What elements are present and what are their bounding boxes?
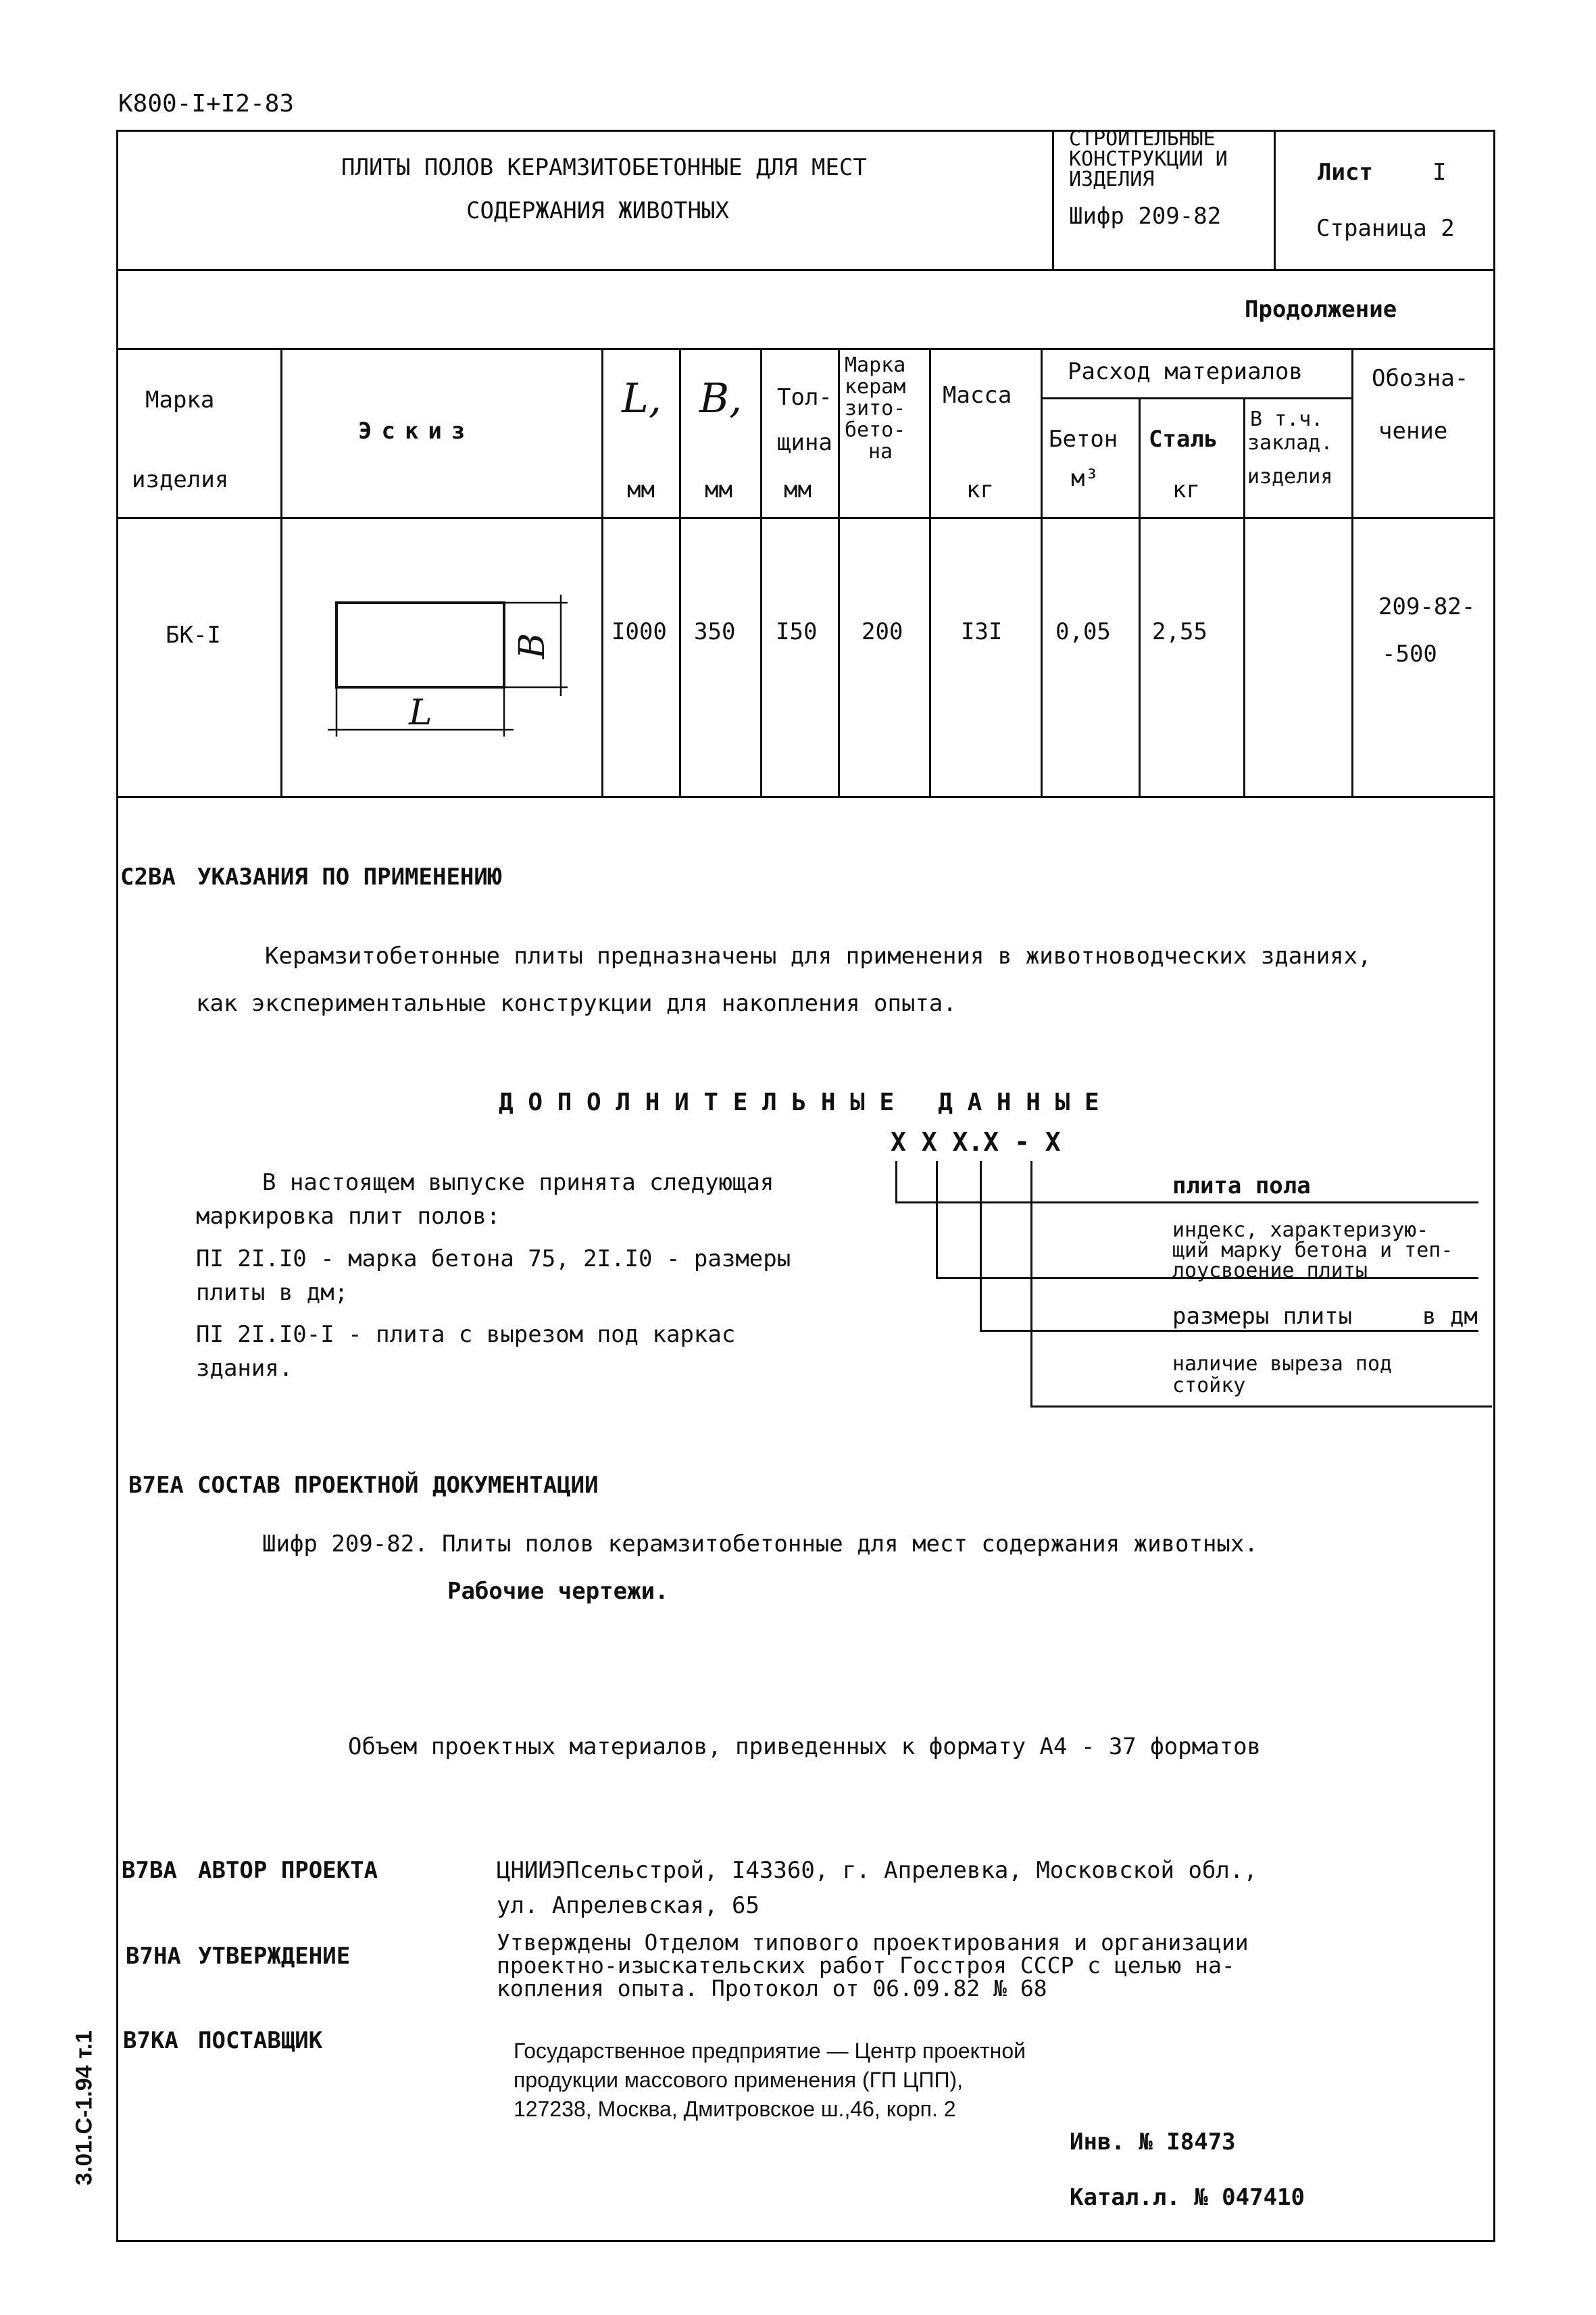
table-bottom [116,796,1495,798]
frame-left [116,130,118,2241]
hdr-l-unit: мм [627,476,655,503]
approval-code: В7НА [126,1943,181,1970]
row-mass: I3I [961,618,1003,645]
hdr-b-symbol: B, [699,375,743,422]
header-sep-1 [1052,130,1054,269]
hdr-embed-1: В т.ч. [1250,407,1324,431]
sheet-label: Лист [1318,159,1373,186]
frame-bottom [116,2240,1495,2242]
header-divider [116,269,1495,271]
row-ceramsite: 200 [862,618,903,645]
hdr-ceram-4: бето- [845,418,906,442]
row-b: 350 [694,618,736,645]
key-cutout-2: стойку [1172,1374,1246,1397]
hdr-ceram-3: зито- [845,397,906,420]
col-line-4 [760,348,762,797]
marking-code: Х Х Х.Х - Х [891,1127,1061,1157]
s2-code: В7ЕА [128,1472,184,1499]
row-thickness: I50 [776,618,818,645]
approval-label: УТВЕРЖДЕНИЕ [198,1943,351,1970]
col-line-8 [1139,397,1141,797]
author-line-2: ул. Апрелевская, 65 [497,1892,759,1919]
supplier-code: В7КА [123,2027,178,2054]
row-l: I000 [612,618,667,645]
row-steel: 2,55 [1152,618,1207,645]
key-index-1: индекс, характеризую- [1172,1218,1429,1242]
col-line-6 [929,348,931,797]
hdr-mass: Масса [943,382,1012,409]
row-concrete: 0,05 [1055,618,1111,645]
extra-line-3: ПI 2I.I0 - марка бетона 75, 2I.I0 - размеры [196,1245,791,1272]
key-cutout-1: наличие выреза под [1172,1352,1393,1376]
key-index-2: щий марку бетона и теп- [1172,1239,1453,1262]
plate-sketch [318,581,574,764]
s2-paragraph-1: Шифр 209-82. Плиты полов керамзитобетонные для мест содержания животных. [262,1530,1258,1558]
frame-top [116,130,1495,132]
hdr-desig-1: Обозна- [1372,365,1469,392]
category-line-2: КОНСТРУКЦИИ И [1069,147,1228,171]
inventory-number: Инв. № I8473 [1070,2129,1236,2156]
col-line-3 [679,348,681,797]
author-line-1: ЦНИИЭПсельстрой, I43360, г. Апрелевка, Московской обл., [497,1857,1257,1884]
sketch-b-label: B [512,632,553,659]
side-document-code: 3.01.С-1.94 т.1 [71,2030,97,2186]
col-line-5 [838,348,840,797]
hdr-ceram-5: на [868,440,893,464]
col-line-9 [1243,397,1245,797]
hdr-embed-2: заклад. [1247,431,1333,455]
extra-line-4: плиты в дм; [196,1279,349,1306]
hdr-concrete-unit: м³ [1071,465,1099,492]
row-mark: БК-I [166,622,221,649]
key-index-3: лоусвоение плиты [1172,1259,1368,1283]
s2-paragraph-2: Рабочие чертежи. [447,1578,669,1605]
table-top [116,348,1495,350]
approval-line-1: Утверждены Отделом типового проектирования и организации [497,1929,1249,1956]
extra-line-2: маркировка плит полов: [196,1203,501,1230]
volume-line: Объем проектных материалов, приведенных к формату А4 - 37 форматов [348,1733,1262,1760]
sketch-l-label: L [409,693,432,733]
approval-line-2: проектно-изыскательских работ Госстроя СССР с целью на- [497,1952,1235,1978]
col-line-1 [280,348,282,797]
catalog-number: Катал.л. № 047410 [1070,2184,1305,2211]
hdr-consumption: Расход материалов [1068,358,1303,385]
s1-heading: УКАЗАНИЯ ПО ПРИМЕНЕНИЮ [197,864,502,891]
hdr-steel: Сталь [1149,426,1218,453]
hdr-mass-unit: кг [966,476,994,503]
continuation-label: Продолжение [1245,296,1397,323]
category-line-3: ИЗДЕЛИЯ [1069,168,1155,191]
row-designation-1: 209-82- [1378,593,1476,620]
key-plate: плита пола [1172,1172,1311,1199]
approval-line-3: копления опыта. Протокол от 06.09.82 № 68 [497,1975,1047,2001]
s1-paragraph-1: Керамзитобетонные плиты предназначены для применения в животноводческих зданиях, [265,943,1372,970]
extra-line-1: В настоящем выпуске принята следующая [262,1169,774,1196]
hdr-thick-1: Тол- [777,384,832,411]
header-sep-2 [1274,130,1276,269]
supplier-line-1: Государственное предприятие — Центр проектной [514,2039,1026,2063]
table-header-bottom [116,517,1495,519]
sheet-value: I [1432,159,1447,186]
s1-code: С2ВА [120,864,176,891]
extra-line-6: здания. [196,1355,293,1382]
author-code: В7ВА [122,1857,177,1884]
hdr-mark-1: Марка [145,387,215,414]
document-code: К800-I+I2-83 [118,90,295,118]
supplier-line-3: 127238, Москва, Дмитровское ш.,46, корп. 2 [514,2097,956,2121]
page-number: Страница 2 [1316,215,1455,242]
title-line-2: СОДЕРЖАНИЯ ЖИВОТНЫХ [466,197,729,224]
category-line-1: СТРОИТЕЛЬНЫЕ [1069,127,1216,151]
hdr-thick-unit: мм [784,476,812,503]
key-size-1: размеры плиты [1172,1303,1353,1330]
hdr-desig-2: чение [1378,418,1448,445]
consumption-divider [1041,397,1353,399]
col-line-2 [601,348,603,797]
title-line-1: ПЛИТЫ ПОЛОВ КЕРАМЗИТОБЕТОННЫЕ ДЛЯ МЕСТ [341,154,867,181]
extra-heading: Д О П О Л Н И Т Е Л Ь Н Ы Е Д А Н Н Ы Е [499,1089,1099,1116]
supplier-line-2: продукции массового применения (ГП ЦПП), [514,2068,964,2092]
hdr-embed-3: изделия [1247,465,1333,489]
author-label: АВТОР ПРОЕКТА [198,1857,378,1884]
hdr-steel-unit: кг [1172,476,1200,503]
extra-line-5: ПI 2I.I0-I - плита с вырезом под каркас [196,1321,736,1348]
hdr-b-unit: мм [705,476,732,503]
hdr-mark-2: изделия [132,466,229,493]
hdr-ceram-2: керам [845,375,906,399]
s2-heading: СОСТАВ ПРОЕКТНОЙ ДОКУМЕНТАЦИИ [197,1472,599,1499]
supplier-label: ПОСТАВЩИК [198,2027,323,2054]
hdr-thick-2: щина [777,429,832,456]
row-designation-2: -500 [1382,641,1437,668]
hdr-concrete: Бетон [1049,426,1118,453]
key-size-2: в дм [1422,1303,1478,1330]
col-line-7 [1041,348,1043,797]
hdr-sketch: Эскиз [358,418,475,445]
hdr-l-symbol: L, [622,375,662,422]
frame-right [1493,130,1495,2241]
col-line-10 [1351,348,1353,797]
s1-paragraph-2: как экспериментальные конструкции для накопления опыта. [196,990,957,1017]
cipher: Шифр 209-82 [1069,203,1222,230]
hdr-ceram-1: Марка [845,353,906,377]
